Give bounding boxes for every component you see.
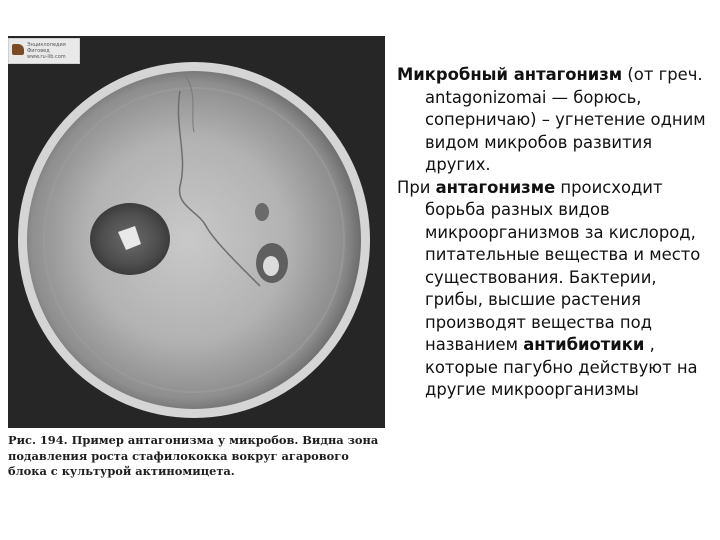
definition-text	[397, 64, 715, 402]
small-colony	[255, 203, 269, 221]
term-microbial-antagonism: Микробный антагонизм	[397, 65, 623, 84]
caption-label: Рис. 194.	[8, 433, 68, 447]
term-antagonism: антагонизме	[435, 177, 556, 197]
figure-caption	[8, 433, 388, 480]
term-antibiotics: антибиотики	[523, 335, 645, 354]
second-colony-center	[263, 256, 279, 276]
caption-text: Пример антагонизма у микробов. Видна зона подавления роста стафилококка вокруг агарового блока с культурой актиномицета.	[8, 433, 379, 478]
site-logo	[8, 38, 80, 64]
logo-line-2: Фиговед	[27, 48, 50, 54]
antagonism-lead: При	[397, 177, 436, 197]
logo-line-1: Энциклопедия	[27, 42, 66, 48]
antagonism-body: происходит борьба разных видов микроорганизмов за кислород, питательные вещества и место существования. Бактерии, грибы, высшие растения производят вещества под названием	[425, 177, 701, 354]
petri-dish-image	[8, 36, 385, 428]
petri-dish-photo	[8, 36, 385, 428]
agar-surface	[27, 71, 361, 409]
paragraph-antagonism	[397, 177, 715, 402]
definition-body: (от греч. antagonizomai — борюсь, соперничаю) – угнетение одним видом микробов развития других.	[425, 65, 706, 174]
paragraph-definition	[397, 64, 715, 177]
logo-line-3: www.ru-lib.com	[27, 54, 66, 60]
logo-icon	[12, 44, 24, 55]
antagonism-tail: , которые пагубно действуют на другие микроорганизмы	[425, 335, 698, 399]
